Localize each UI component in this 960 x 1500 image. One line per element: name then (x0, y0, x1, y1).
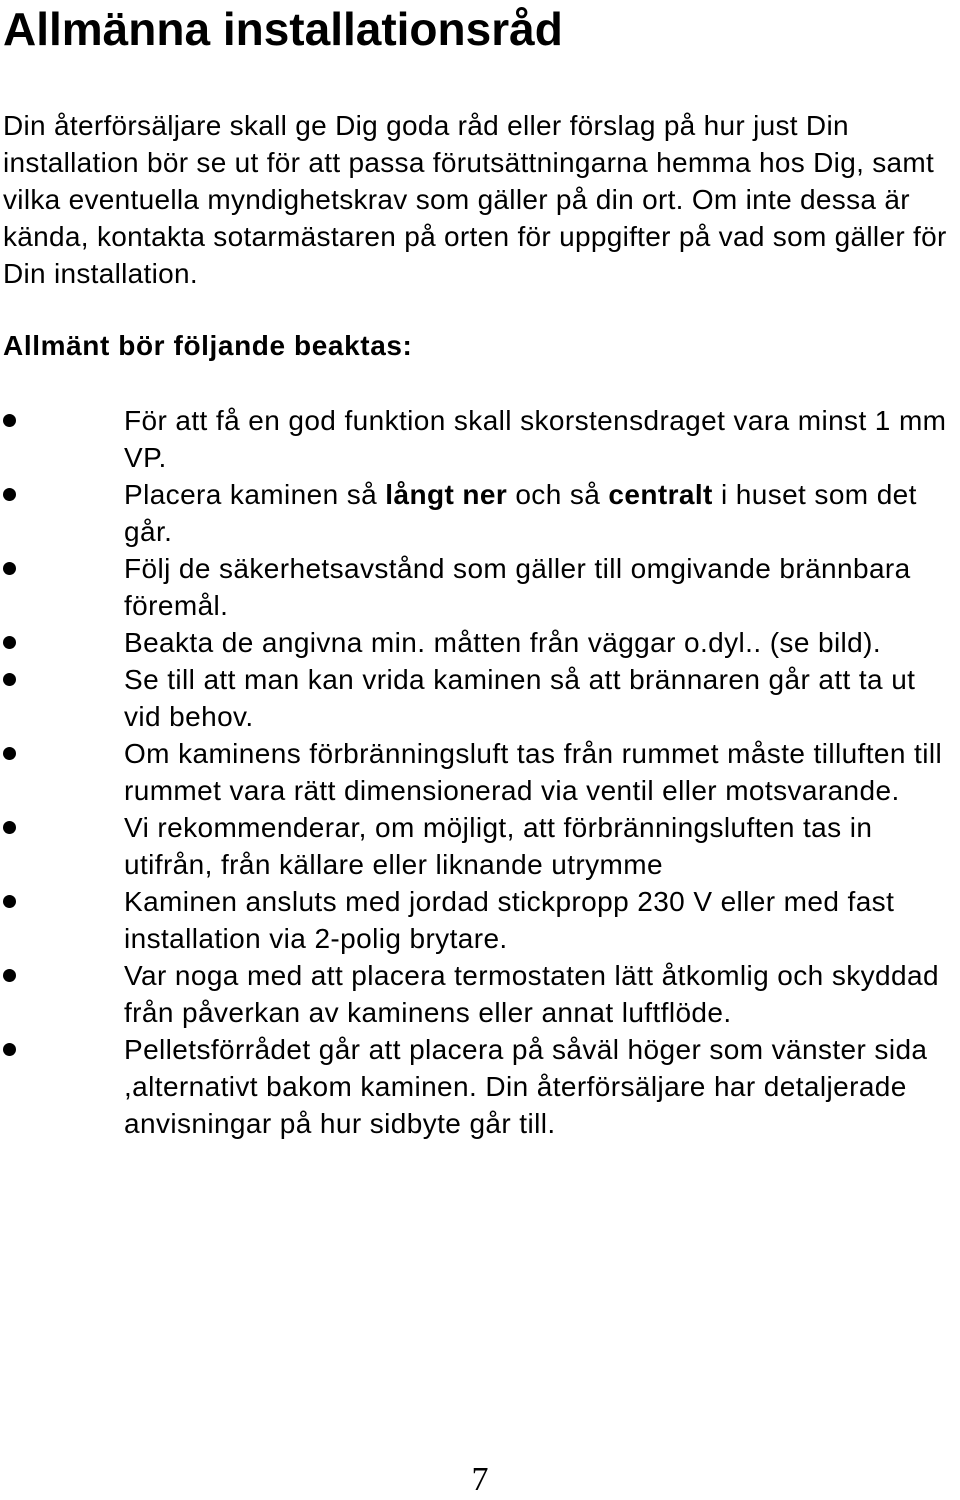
list-item-text: Vi rekommenderar, om möjligt, att förbränningsluften tas in utifrån, från källare eller liknande utrymme (124, 812, 873, 880)
list-item-text (124, 479, 917, 547)
list-item (0, 957, 956, 1031)
list-item-text: Följ de säkerhetsavstånd som gäller till omgivande brännbara föremål. (124, 553, 911, 621)
bullet-icon (3, 488, 16, 501)
list-item-text-part: i huset som det går. (124, 479, 917, 547)
list-item (0, 735, 956, 809)
list-item-text: Se till att man kan vrida kaminen så att brännaren går att ta ut vid behov. (124, 664, 916, 732)
recommendation-list (0, 402, 960, 1142)
list-item-text-part: och så (507, 479, 609, 510)
list-item-text: Beakta de angivna min. måtten från väggar o.dyl.. (se bild). (124, 627, 882, 658)
emphasis-text: långt ner (385, 479, 508, 510)
list-item (0, 550, 956, 624)
list-item-text: Kaminen ansluts med jordad stickpropp 230 V eller med fast installation via 2-polig brytare. (124, 886, 895, 954)
list-item (0, 661, 956, 735)
list-item-text: Var noga med att placera termostaten lätt åtkomlig och skyddad från påverkan av kaminens eller annat luftflöde. (124, 960, 939, 1028)
section-heading: Allmänt bör följande beaktas: (3, 330, 413, 361)
list-item-text-part: Placera kaminen så (124, 479, 386, 510)
bullet-icon (3, 821, 16, 834)
page-title: Allmänna installationsråd (3, 3, 563, 55)
list-item-text: Om kaminens förbränningsluft tas från rummet måste tilluften till rummet vara rätt dimensionerad via ventil eller motsvarande. (124, 738, 943, 806)
bullet-icon (3, 636, 16, 649)
list-item (0, 624, 956, 661)
bullet-icon (3, 1043, 16, 1056)
list-item (0, 809, 956, 883)
list-item (0, 476, 956, 550)
list-item (0, 1031, 956, 1142)
bullet-icon (3, 747, 16, 760)
bullet-icon (3, 895, 16, 908)
list-item (0, 883, 956, 957)
page-number: 7 (471, 1461, 489, 1498)
emphasis-text: centralt (608, 479, 713, 510)
list-item-text: Pelletsförrådet går att placera på såväl höger som vänster sida ,alternativt bakom kaminen. Din återförsäljare har detaljerade anvisningar på hur sidbyte går till. (124, 1034, 928, 1139)
list-item-text: För att få en god funktion skall skorstensdraget vara minst 1 mm VP. (124, 405, 947, 473)
bullet-icon (3, 414, 16, 427)
intro-paragraph: Din återförsäljare skall ge Dig goda råd eller förslag på hur just Din installation bör se ut för att passa förutsättningarna hemma hos Dig, samt vilka eventuella myndighetskrav som gäller på din ort. Om inte dessa är kända, kontakta sotarmästaren på orten för uppgifter på vad som gäller för Din installation. (3, 110, 947, 289)
list-item (0, 402, 956, 476)
bullet-icon (3, 562, 16, 575)
bullet-icon (3, 969, 16, 982)
bullet-icon (3, 673, 16, 686)
